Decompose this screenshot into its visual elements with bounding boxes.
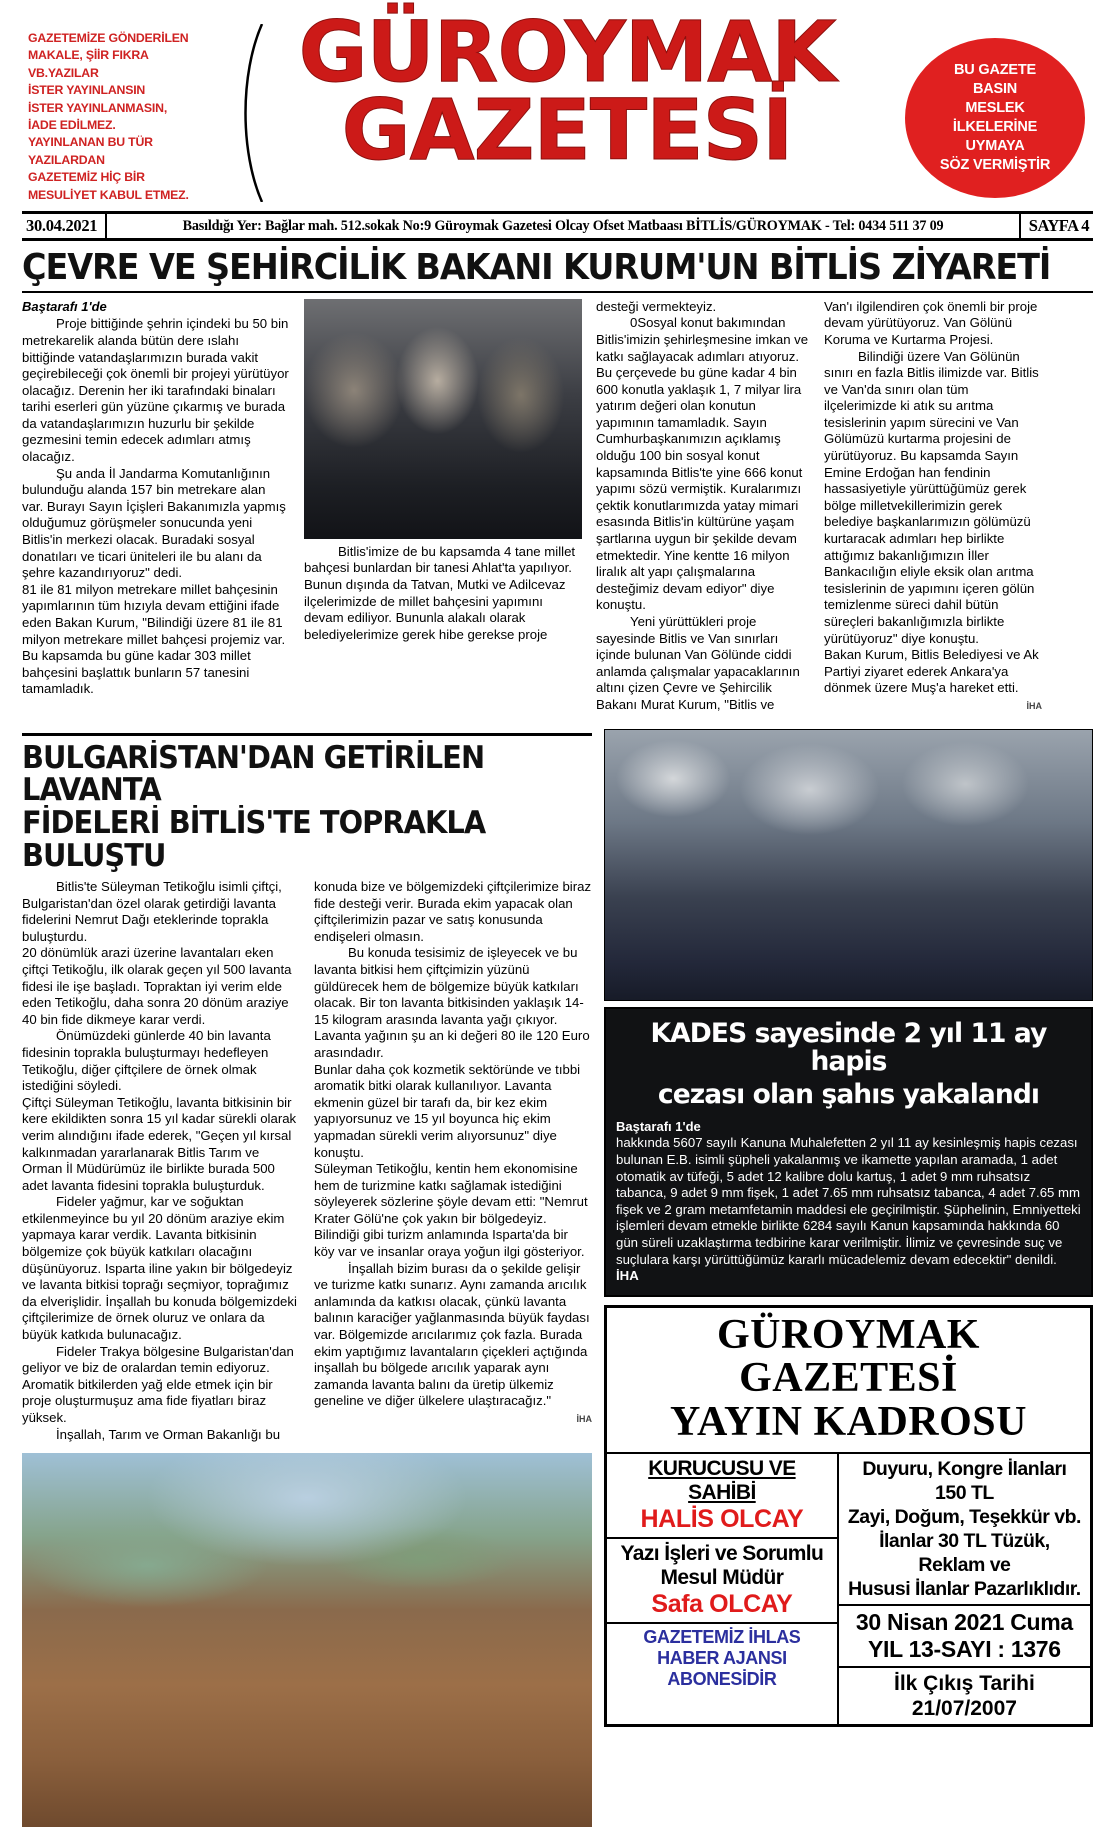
- paragraph: 81 ile 81 milyon metrekare millet bahçesinin yapımlarının tüm hızıyla devam ettiğini ifade eden Bakan Kurum, "Bilindiği üzere 81 ile 81 milyon metrekare millet bahçesi projemiz var. Bu kapsamda bu güne kadar 303 millet bahçesini başlattık bunların 57 tanesini tamamladık.: [22, 581, 286, 697]
- paragraph: konuda bize ve bölgemizdeki çiftçilerimize biraz fide desteği verir. Burada ekim yapacak olan çiftçilerimizin pazar ve satış konusunda endişeleri olmasın.: [314, 879, 592, 944]
- date-bar: [22, 211, 1093, 241]
- owner-label: KURUCUSU VE SAHİBİ: [648, 1456, 796, 1504]
- rates-line1: Duyuru, Kongre İlanları 150 TL: [862, 1457, 1067, 1504]
- rates-line4: Hususi İlanlar Pazarlıklıdır.: [848, 1577, 1081, 1600]
- badge-line: İLKELERİNE: [952, 119, 1038, 135]
- first-issue-block: [839, 1668, 1090, 1724]
- badge-line: BU GAZETE: [954, 62, 1036, 78]
- notice-line: YAYINLANAN BU TÜR: [28, 135, 153, 150]
- rates-line3: İlanlar 30 TL Tüzük, Reklam ve: [879, 1529, 1050, 1576]
- staff-box: [604, 1305, 1093, 1727]
- editor-name: Safa OLCAY: [651, 1589, 793, 1618]
- paragraph: Fideler Trakya bölgesine Bulgaristan'dan geliyor ve biz de oralardan temin ediyoruz. Aromatik bitkilerden yağ elde etmek için bir proje oluşturmuşuz ama fide fiyatları biraz yüksek.: [22, 1343, 294, 1425]
- badge-line: BASIN: [972, 81, 1018, 97]
- editor-label-line2: Mesul Müdür: [660, 1565, 784, 1589]
- lavender-article-columns: [22, 879, 592, 1443]
- agency-credit: İHA: [616, 1268, 639, 1284]
- agency-credit: İHA: [1026, 700, 1042, 711]
- masthead: [22, 3, 1093, 207]
- lavender-column-1: [22, 879, 300, 1443]
- issue-date: 30 Nisan 2021 Cuma: [855, 1608, 1073, 1635]
- notice-line: GAZETEMİZE GÖNDERİLEN: [28, 31, 189, 45]
- paragraph: Bitlis'te Süleyman Tetikoğlu isimli çiftçi, Bulgaristan'dan özel olarak getirdiği lavanta fidelerini Nemrut Dağı eteklerinde toprakla buluşturdu.: [22, 879, 282, 944]
- lavender-headline-line1: BULGARİSTAN'DAN GETİRİLEN LAVANTA: [22, 739, 485, 809]
- badge-line: MESLEK: [965, 100, 1025, 116]
- photo-caption: Bitlis'imize de bu kapsamda 4 tane millet bahçesi bunlardan bir tanesi Ahlat'ta yapılıyor. Bunun dışında da Tatvan, Mutki ve Adilcevaz ilçelerimizde de millet bahçesini yapımını devam ediliyor. Bununla alakalı olarak belediyelerimize gerek hibe gerekse proje: [304, 543, 576, 642]
- lavender-field-photo: [22, 1453, 592, 1827]
- paragraph: Proje bittiğinde şehrin içindeki bu 50 bin metrekarelik alanda bütün dere ıslahı bittiğinde vatandaşlarımızın burada vakit geçirebileceği çok önemli bir projeyi yürütüyor olacağız. Derenin her iki tarafındaki binaları tarihi eserleri gün yüzüne çıkarmış ve burada da vatandaşlarımızın huzurlu bir şekilde gezmesini temin edecek adımları atmış olacağız.: [22, 316, 289, 465]
- paragraph: hakkında 5607 sayılı Kanuna Muhalefetten 2 yıl 11 ay kesinleşmiş hapis cezası bulunan E.B. isimli şüpheli yakalanmış ve ikamette yapılan aramada, 1 adet otomatik av tüfeği, 5 adet 12 kalibre dolu kartuş, 1 adet 9 mm ruhsatsız tabanca, 9 adet 9 mm fişek, 1 adet 7.65 mm ruhsatsız tabanca, 4 adet 7.65 mm fişek ve 2 gram metamfetamin maddesi ele geçirilmiştir. Şüphelinin, Emniyetteki işlemleri devam etmekle birlikte 6284 sayılı Kanun kapsamında hakkında 60 gün süreli uzaklaştırma tedbirine karar verilmiştir. İlimiz ve çevresinde suç ve suçlulara karşı yürüttüğümüz kararlı mücadelemiz devam edecektir" denildi.: [616, 1135, 1081, 1267]
- notice-line: MAKALE, ŞİİR FIKRA: [28, 48, 149, 63]
- kades-headline-line2: cezası olan şahıs yakalandı: [657, 1078, 1040, 1110]
- lavender-article: [22, 723, 592, 1827]
- press-principles-badge: [905, 38, 1085, 198]
- paragraph: 20 dönümlük arazi üzerine lavantaları eken çiftçi Tetikoğlu, ilk olarak geçen yıl 500 lavanta fidesi ile işe başladı. Topraktan iyi verim elde eden Tetikoğlu, daha sonra 20 dönüm araziye 40 bin fide dikmeye karar verdi.: [22, 945, 292, 1027]
- badge-line: UYMAYA: [965, 138, 1025, 154]
- kades-body-text: [616, 1135, 1081, 1284]
- paragraph: Fideler yağmur, kar ve soğuktan etkilenmeyince bu yıl 20 dönüm araziye ekim yapmaya karar verdik. Lavanta bitkisinin bölgemize çok büyük katkıları olacağını düşünüyoruz. Isparta iline yakın bir bölgedeyiz ve lavanta bitkisi toprağı seçmiyor, toprağımız da elverişlidir. İnşallah bu konuda bölgemizdeki çiftçilerimize de örnek oluruz ve onlara da büyük katkıda bulunacağız.: [22, 1194, 297, 1343]
- notice-line: GAZETEMİZ HİÇ BİR: [28, 170, 145, 185]
- agency-block: [607, 1624, 837, 1693]
- paragraph: 0Sosyal konut bakımından Bitlis'imizin şehirleşmesine imkan ve katkı sağlayacak adımları atıyoruz. Bu çerçevede bu güne kadar 4 bin 600 konutla yaklaşık 1, 7 milyar lira yatırım değeri olan konutun yapımının tamamladık. Sayın Cumhurbaşkanımızın açıklamış olduğu 100 bin sosyal konut kapsamında Bitlis'te yine 666 konut yapımı sözü vermiştik. Kuralarımızı çektik konutlarımızda yatay mimari esasında Bitlis'in kültürüne yaşam şartlarına uygun bir şekilde devam etmektedir. Yine kentte 16 milyon liralık alt yapı çalışmalarına desteğimiz devam ediyor" diye konuştu.: [596, 315, 809, 613]
- lavender-column-2: [314, 879, 592, 1443]
- lower-section: [22, 723, 1093, 1827]
- badge-line: SÖZ VERMİŞTİR: [939, 157, 1051, 173]
- staff-title-line2: YAYIN KADROSU: [670, 1399, 1027, 1446]
- notice-line: İSTER YAYINLANMASIN,: [28, 100, 168, 115]
- issue-number: YIL 13-SAYI : 1376: [868, 1635, 1061, 1662]
- continuation-kicker: Baştarafı 1'de: [616, 1119, 701, 1135]
- lavender-headline-line2: FİDELERİ BİTLİS'TE TOPRAKLA BULUŞTU: [22, 805, 486, 875]
- lavender-headline-block: [22, 733, 592, 873]
- main-article-columns: [22, 299, 1093, 715]
- continuation-kicker: Baştarafı 1'de: [22, 298, 107, 314]
- agency-line1: GAZETEMİZ İHLAS: [643, 1626, 801, 1647]
- paragraph: Şu anda İl Jandarma Komutanlığının bulunduğu alanda 157 bin metrekare alan var. Burayı Sayın İçişleri Bakanımızla yapmış olduğumuz görüşmeler sonucunda yeni Bitlis'in merkezi olacak. Buradaki sosyal donatıları ve ticari üniteleri ile bu alanı da şehre kazandırıyoruz" dedi.: [22, 465, 286, 581]
- paragraph: Süleyman Tetikoğlu, kentin hem ekonomisine hem de turizmine katkı sağlamak istediğini söyleyerek sözlerine şöyle devam etti: "Nemrut Krater Gölü'ne çok yakın bir bölgedeyiz. Bilindiği gibi turizm anlamında Isparta'da bir köy var ve insanlar oraya yoğun ilgi gösteriyor.: [314, 1161, 588, 1260]
- kades-headline-line1: KADES sayesinde 2 yıl 11 ay hapis: [650, 1017, 1047, 1078]
- minister-street-photo: [604, 729, 1093, 1001]
- staff-box-right-column: [839, 1454, 1090, 1724]
- kades-article: [604, 1007, 1093, 1297]
- paragraph: Önümüzdeki günlerde 40 bin lavanta fidesinin toprakla buluşturmayı hedefleyen Tetikoğlu, diğer çiftçilere de örnek olmak istediğini söyledi.: [22, 1028, 271, 1094]
- page-number: SAYFA 4: [1028, 216, 1089, 235]
- paragraph: İnşallah bizim burası da o şekilde gelişir ve turizme katkı sunarız. Aynı zamanda arıcılık anlamında da katkısı olacak, çünkü lavanta balının karaciğer yağlanmasında büyük faydası var. Bölgemizde arıcılarımız çok fazla. Burada ekim yaptığımız lavantaların çiçekleri açtığında inşallah bu bölgede arıcılık yaparak aynı zamanda lavanta balını da üretip ülkemiz geneline ve diğer ülkelere ulaştıracağız.": [314, 1260, 590, 1409]
- staff-box-left-column: [607, 1454, 839, 1724]
- imprint-text: Basıldığı Yer: Bağlar mah. 512.sokak No:9 Güroymak Gazetesi Olcay Ofset Matbaası BİTLİS/GÜROYMAK - Tel: 0434 511 37 09: [182, 217, 944, 234]
- paragraph: Bu konuda tesisimiz de işleyecek ve bu lavanta bitkisi hem çiftçimizin yüzünü güldürecek hem de bölgemize büyük katkıları olacak. Bir ton lavanta bitkisinden yaklaşık 14-15 kilogram arasında lavanta yağı çıkıyor. Lavanta yağının şu an ki değeri 80 ile 120 Euro arasındadır.: [314, 945, 590, 1060]
- main-article-column-3: [596, 299, 810, 715]
- main-headline: ÇEVRE VE ŞEHİRCİLİK BAKANI KURUM'UN BİTLİS ZİYARETİ: [22, 247, 1051, 288]
- main-article-column-2: [304, 299, 582, 715]
- press-principles-badge-text: [940, 61, 1050, 175]
- rates-line2: Zayi, Doğum, Teşekkür vb.: [847, 1505, 1081, 1528]
- notice-line: YAZILARDAN: [28, 152, 105, 167]
- notice-line: VB.YAZILAR: [28, 65, 99, 80]
- owner-block: [607, 1454, 837, 1537]
- main-article-column-1: [22, 299, 290, 715]
- paragraph: desteği vermekteyiz.: [596, 298, 717, 314]
- paragraph: Bilindiği üzere Van Gölünün sınırı en fazla Bitlis ilimizde var. Bitlis ve Van'da sınırı olan tüm ilçelerimizde ki atık su arıtma tesislerinin yapım sürecini ve Van Gölümüzü kurtarma projesini de yürütüyoruz. Bu kapsamda Sayın Emine Erdoğan han fendinin hassasiyetiyle yürüttüğümüz gerek bölge milletvekillerimizin gerek belediye başkanlarımızın gölümüzü kurtaracak adımları hep birlikte attığımız bakanlığımızın İller Bankacılığın eliyle eksik olan arıtma tesislerinin de yapımını içeren gölün temizlenme süreci dahil bütün süreçleri bakanlığımızla birlikte yürütüyoruz" diye konuştu.: [824, 348, 1039, 646]
- issue-block: [839, 1606, 1090, 1668]
- first-issue-label: İlk Çıkış Tarihi: [893, 1671, 1035, 1695]
- newspaper-page: [0, 3, 1115, 1720]
- owner-name: HALİS OLCAY: [640, 1504, 804, 1533]
- paper-title-line1: GÜROYMAK: [298, 3, 836, 101]
- agency-credit: İHA: [576, 1414, 592, 1424]
- paragraph: Yeni yürüttükleri proje sayesinde Bitlis ve Van sınırları içinde bulunan Van Gölünde ciddi anlamda çalışmalar yapacaklarının altını çizen Çevre ve Şehircilik Bakanı Murat Kurum, "Bitlis ve: [596, 614, 800, 712]
- headline-rule: [22, 291, 1093, 293]
- publication-date: 30.04.2021: [26, 216, 98, 235]
- notice-line: MESULİYET KABUL ETMEZ.: [28, 187, 189, 202]
- main-article-column-4: [824, 299, 1042, 715]
- right-rail: [604, 723, 1093, 1827]
- submission-notice: [28, 30, 210, 204]
- paragraph: Çiftçi Süleyman Tetikoğlu, lavanta bitkisinin bir kere ekildikten sonra 15 yıl kadar sürekli olarak verim alındığını ifade ederek, "Geçen yıl kırsal kalkınmadan yararlanarak Bitlis Tarım ve Orman İl Müdürümüz ile birlikte burada 500 adet lavanta fidesini toprakla buluşturduk.: [22, 1094, 297, 1193]
- paragraph: Bunlar daha çok kozmetik sektöründe ve tıbbi aromatik bitki olarak kullanılıyor. Lavanta ekmenin güzel bir tarafı da, bir kez ekim yapıyorsunuz ve 15 yıl boyunca hiç ekim yapmadan sürekli verim alıyorsunuz" diye konuştu.: [314, 1061, 581, 1160]
- staff-box-title: [607, 1308, 1090, 1454]
- paper-title: [237, 3, 897, 180]
- first-issue-date: 21/07/2007: [911, 1696, 1017, 1720]
- ad-rates-block: [839, 1454, 1090, 1606]
- paper-title-line2: GAZETESİ: [341, 81, 793, 180]
- notice-line: İSTER YAYINLANSIN: [28, 83, 146, 98]
- staff-box-grid: [607, 1454, 1090, 1724]
- minister-crowd-photo: [304, 299, 582, 539]
- editor-block: [607, 1537, 837, 1624]
- notice-line: İADE EDİLMEZ.: [28, 118, 116, 133]
- paragraph: İnşallah, Tarım ve Orman Bakanlığı bu: [56, 1426, 281, 1442]
- paragraph: Van'ı ilgilendiren çok önemli bir proje devam yürütüyoruz. Van Gölünü Koruma ve Kurtarma Projesi.: [824, 298, 1038, 347]
- agency-line2: HABER AJANSI ABONESİDİR: [657, 1647, 787, 1689]
- editor-label-line1: Yazı İşleri ve Sorumlu: [620, 1541, 824, 1565]
- paragraph: Bakan Kurum, Bitlis Belediyesi ve Ak Partiyi ziyaret ederek Ankara'ya dönmek üzere Muş'a hareket etti.: [824, 647, 1039, 696]
- staff-title-line1: GÜROYMAK GAZETESİ: [717, 1311, 980, 1402]
